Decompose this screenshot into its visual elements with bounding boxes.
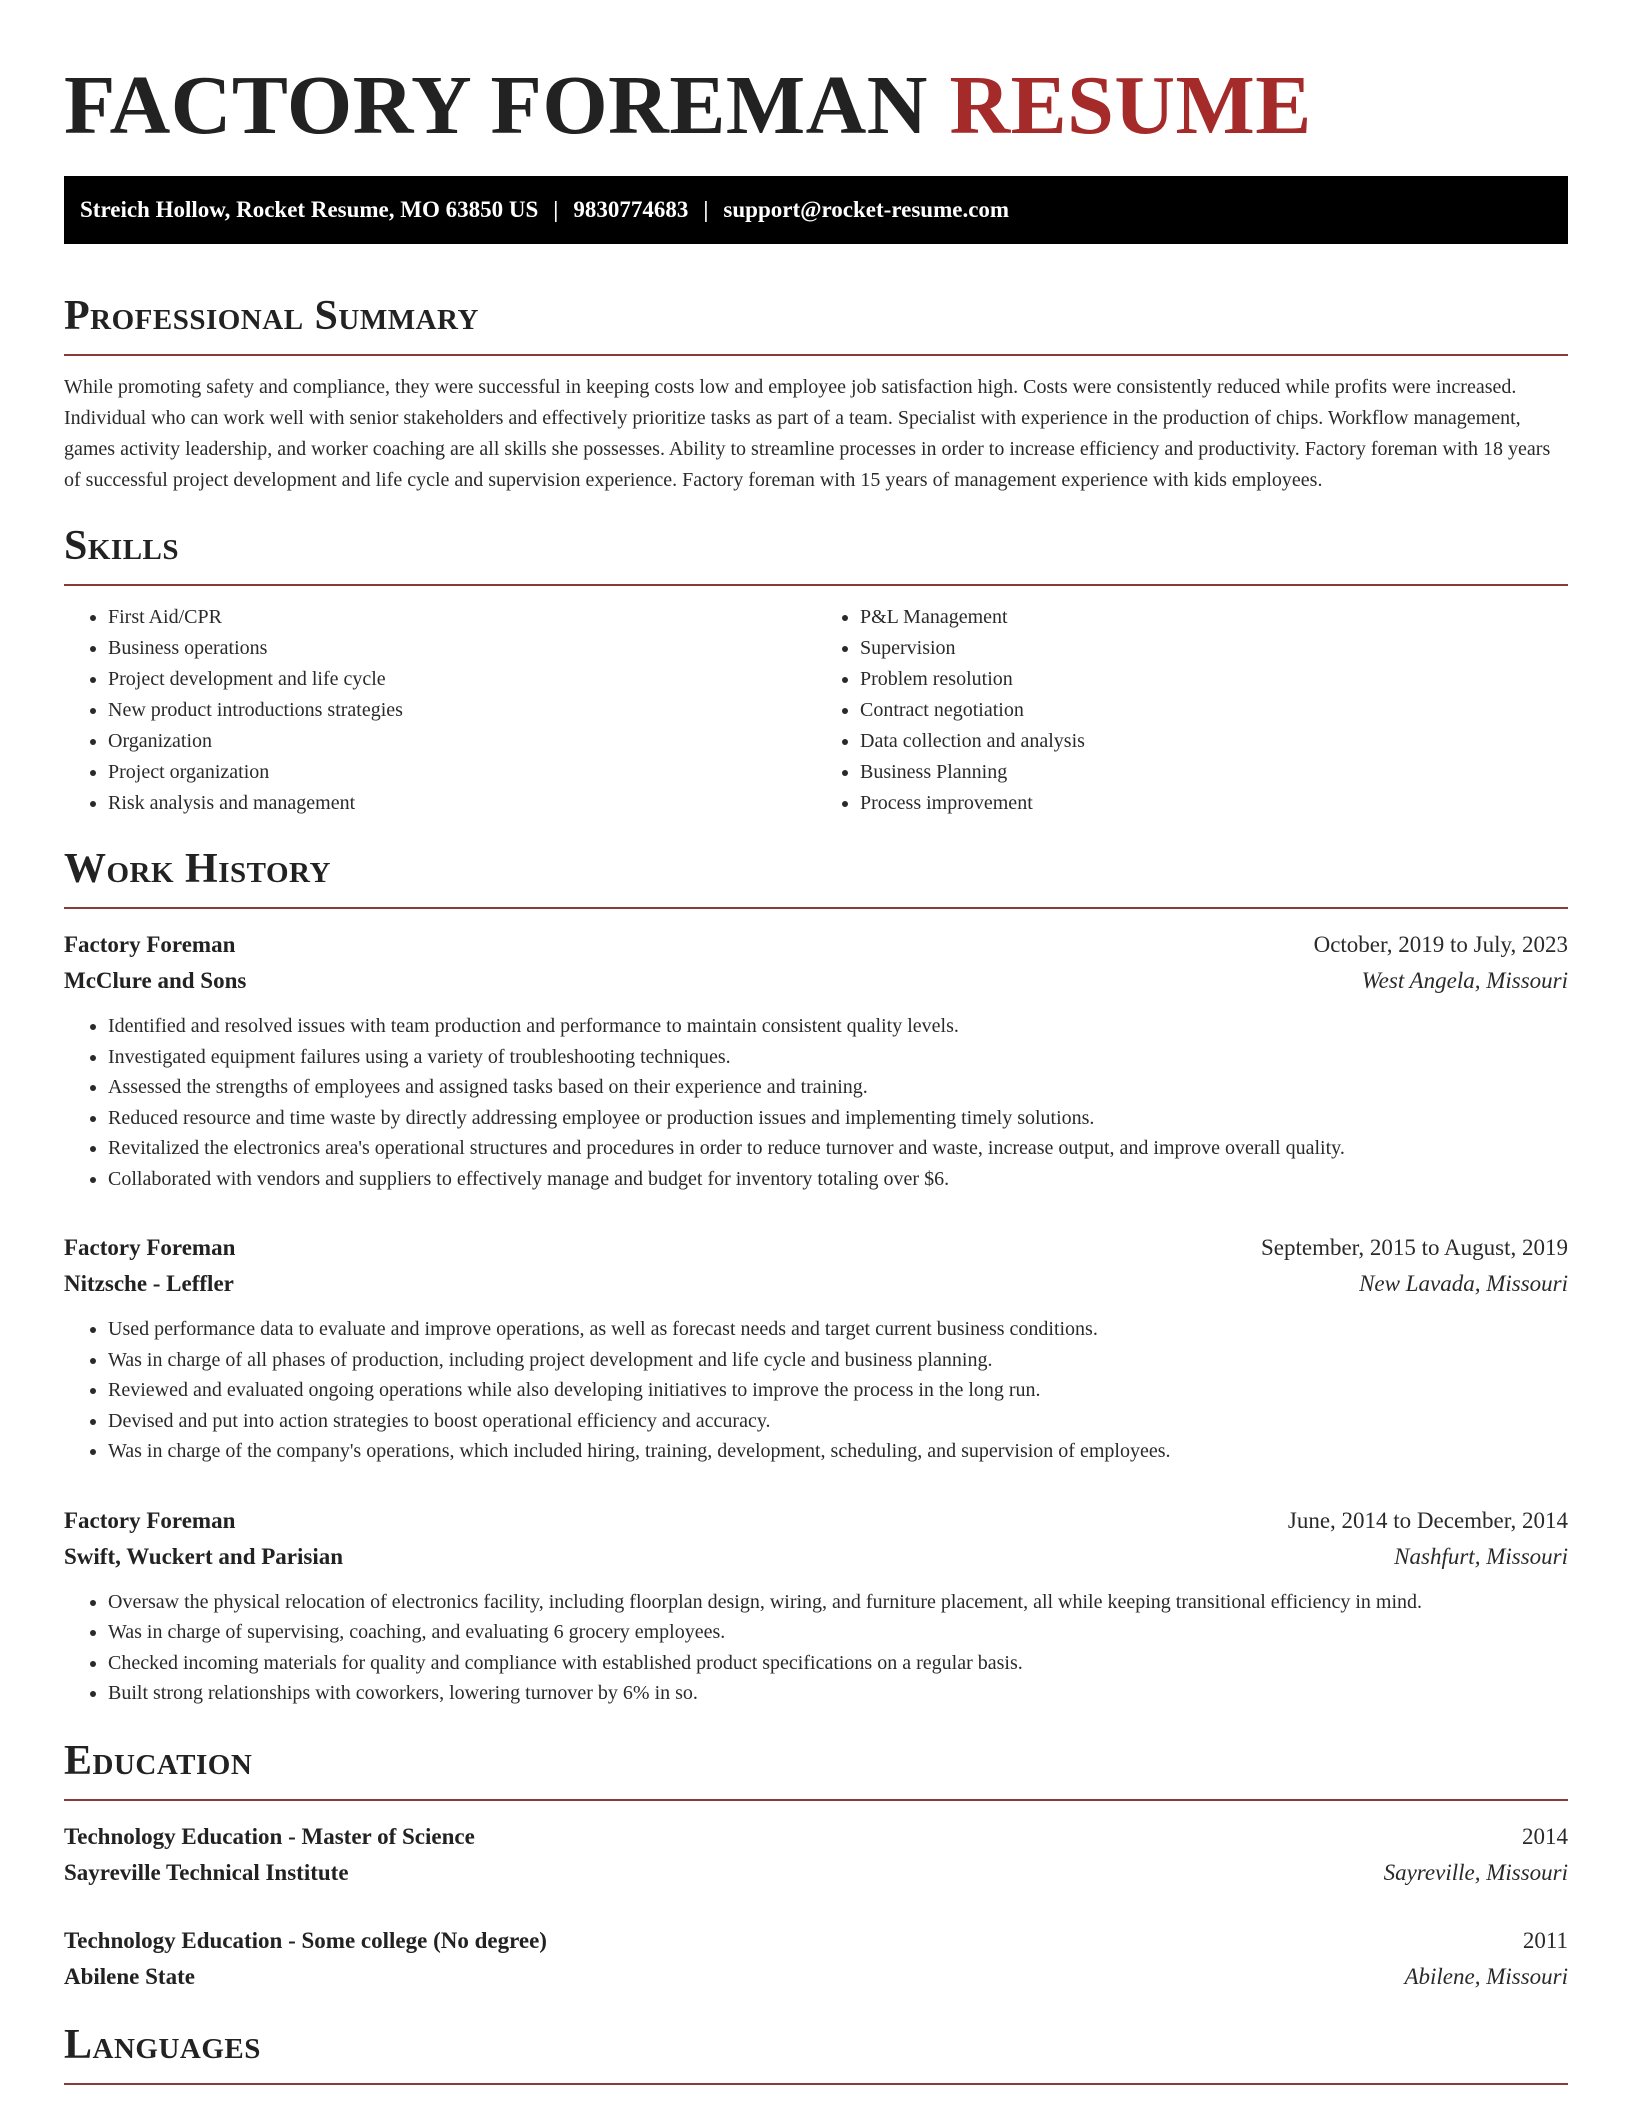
job-title-row — [64, 927, 1568, 963]
skill-item: • Contract negotiation — [860, 695, 1568, 726]
job-title: Factory Foreman — [64, 1235, 236, 1260]
contact-address: Streich Hollow, Rocket Resume, MO 63850 US — [80, 197, 539, 222]
job-bullets — [64, 1314, 1568, 1467]
job-company: Swift, Wuckert and Parisian — [64, 1543, 344, 1569]
languages-section — [64, 2017, 1568, 2085]
skill-item: • Business operations — [108, 633, 816, 664]
section-heading-work: Work History — [64, 841, 1568, 909]
job-bullet: • Checked incoming materials for quality and compliance with established product specifications on a regular basis. — [108, 1648, 1568, 1679]
title-main: FACTORY FOREMAN — [64, 59, 928, 152]
job-title-row — [64, 1230, 1568, 1266]
skill-item: • Problem resolution — [860, 664, 1568, 695]
job-bullet: • Investigated equipment failures using a variety of troubleshooting techniques. — [108, 1042, 1568, 1073]
education-school: Sayreville Technical Institute — [64, 1859, 349, 1885]
skill-item: • Process improvement — [860, 788, 1568, 819]
skill-item: • First Aid/CPR — [108, 602, 816, 633]
skill-item: • New product introductions strategies — [108, 695, 816, 726]
education-degree: Technology Education - Master of Science — [64, 1823, 475, 1849]
education-year: 2014 — [1522, 1823, 1568, 1849]
job-bullet: • Devised and put into action strategies to boost operational efficiency and accuracy. — [108, 1406, 1568, 1437]
contact-separator: | — [703, 197, 709, 222]
job-location: Nashfurt, Missouri — [1394, 1543, 1568, 1569]
job-title: Factory Foreman — [64, 1507, 236, 1533]
education-entry — [64, 1819, 1568, 1891]
contact-bar — [64, 176, 1568, 244]
skills-list-right — [816, 602, 1568, 819]
job-title-row — [64, 1503, 1568, 1539]
skill-item: • P&L Management — [860, 602, 1568, 633]
section-heading-skills: Skills — [64, 518, 1568, 586]
work-history-section — [64, 841, 1568, 1709]
job-location: West Angela, Missouri — [1361, 968, 1568, 993]
education-location: Abilene, Missouri — [1404, 1963, 1568, 1989]
section-heading-summary: Professional Summary — [64, 288, 1568, 356]
job-bullet: • Reduced resource and time waste by directly addressing employee or production issues and implementing timely solutions. — [108, 1103, 1568, 1134]
skill-item: • Data collection and analysis — [860, 726, 1568, 757]
job-bullet: • Built strong relationships with coworkers, lowering turnover by 6% in so. — [108, 1678, 1568, 1709]
job-company-row — [64, 963, 1568, 999]
resume-title — [64, 0, 1568, 156]
contact-phone: 9830774683 — [573, 197, 689, 222]
job-bullet: • Identified and resolved issues with team production and performance to maintain consistent quality levels. — [108, 1011, 1568, 1042]
title-accent: RESUME — [949, 59, 1312, 152]
skill-item: • Organization — [108, 726, 816, 757]
job-bullet: • Was in charge of the company's operations, which included hiring, training, development, scheduling, and supervision of employees. — [108, 1436, 1568, 1467]
job-entry — [64, 927, 1568, 1194]
education-entry — [64, 1923, 1568, 1995]
education-degree: Technology Education - Some college (No degree) — [64, 1927, 547, 1953]
job-bullet: • Was in charge of all phases of production, including project development and life cycle and business planning. — [108, 1345, 1568, 1376]
job-company: Nitzsche - Leffler — [64, 1271, 234, 1296]
job-title: Factory Foreman — [64, 932, 236, 957]
skill-item: • Risk analysis and management — [108, 788, 816, 819]
skill-item: • Project organization — [108, 757, 816, 788]
contact-email: support@rocket-resume.com — [723, 197, 1010, 222]
contact-separator: | — [553, 197, 559, 222]
job-entry — [64, 1230, 1568, 1467]
job-company-row — [64, 1266, 1568, 1302]
job-bullets — [64, 1011, 1568, 1194]
skill-item: • Supervision — [860, 633, 1568, 664]
job-bullet: • Used performance data to evaluate and improve operations, as well as forecast needs and target current business conditions. — [108, 1314, 1568, 1345]
education-school-row — [64, 1959, 1568, 1995]
job-bullet: • Was in charge of supervising, coaching, and evaluating 6 grocery employees. — [108, 1617, 1568, 1648]
education-degree-row — [64, 1923, 1568, 1959]
job-entry — [64, 1503, 1568, 1709]
job-location: New Lavada, Missouri — [1359, 1271, 1568, 1296]
education-school: Abilene State — [64, 1963, 195, 1989]
job-bullets — [64, 1587, 1568, 1709]
section-heading-languages: Languages — [64, 2017, 1568, 2085]
skills-section — [64, 518, 1568, 819]
education-year: 2011 — [1522, 1927, 1568, 1953]
education-section — [64, 1733, 1568, 1995]
skills-columns — [64, 602, 1568, 819]
job-dates: October, 2019 to July, 2023 — [1313, 932, 1568, 957]
skills-list-left — [64, 602, 816, 819]
job-bullet: • Reviewed and evaluated ongoing operations while also developing initiatives to improve the process in the long run. — [108, 1375, 1568, 1406]
job-dates: September, 2015 to August, 2019 — [1260, 1235, 1568, 1260]
job-company: McClure and Sons — [64, 968, 247, 993]
summary-text: While promoting safety and compliance, they were successful in keeping costs low and employee job satisfaction high. Costs were consistently reduced while profits were increased. Individual who can work well with senior stakeholders and effectively prioritize tasks as part of a team. Specialist with experience in the production of chips. Workflow management, games activity leadership, and worker coaching are all skills she possesses. Ability to streamline processes in order to increase efficiency and productivity. Factory foreman with 18 years of successful project development and life cycle and supervision experience. Factory foreman with 15 years of management experience with kids employees. — [64, 376, 1551, 491]
education-school-row — [64, 1855, 1568, 1891]
job-dates: June, 2014 to December, 2014 — [1287, 1507, 1568, 1533]
section-heading-education: Education — [64, 1733, 1568, 1801]
skill-item: • Project development and life cycle — [108, 664, 816, 695]
job-bullet: • Collaborated with vendors and suppliers to effectively manage and budget for inventory totaling over $6. — [108, 1164, 1568, 1195]
skill-item: • Business Planning — [860, 757, 1568, 788]
job-bullet: • Oversaw the physical relocation of electronics facility, including floorplan design, wiring, and furniture placement, all while keeping transitional efficiency in mind. — [108, 1587, 1568, 1618]
job-company-row — [64, 1539, 1568, 1575]
job-bullet: • Assessed the strengths of employees and assigned tasks based on their experience and training. — [108, 1072, 1568, 1103]
professional-summary-section — [64, 288, 1568, 496]
education-degree-row — [64, 1819, 1568, 1855]
education-location: Sayreville, Missouri — [1383, 1859, 1568, 1885]
job-bullet: • Revitalized the electronics area's operational structures and procedures in order to reduce turnover and waste, increase output, and improve overall quality. — [108, 1133, 1568, 1164]
